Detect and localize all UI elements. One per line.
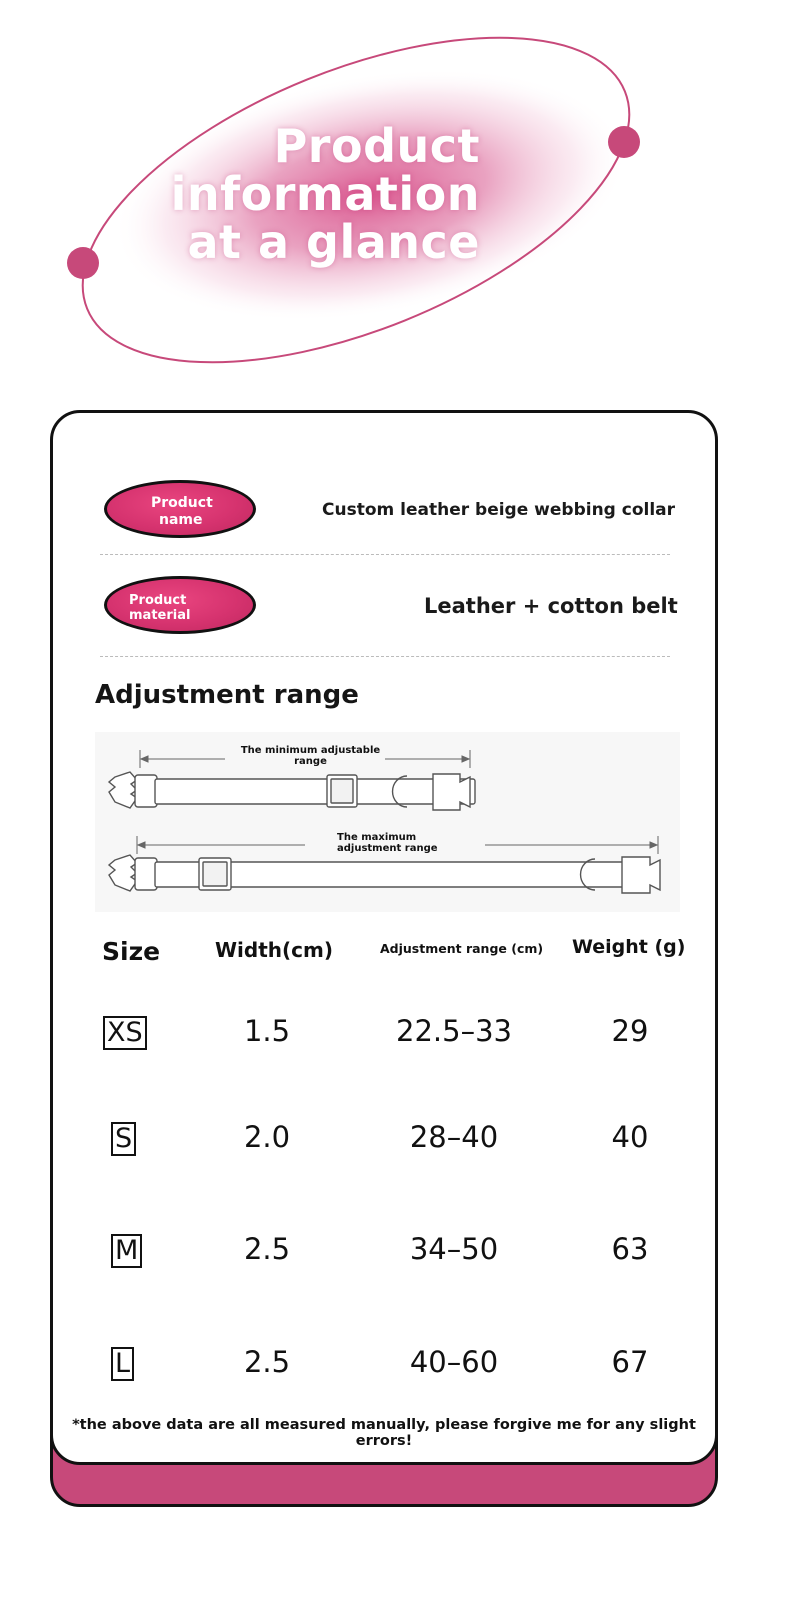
width-cell: 2.5 (243, 1232, 291, 1266)
weight-cell: 29 (611, 1014, 649, 1048)
size-cell: XS (103, 1016, 147, 1050)
product-name-badge: Product name (104, 480, 256, 538)
weight-cell: 67 (611, 1345, 649, 1379)
collar-diagram (95, 732, 680, 912)
header-size: Size (102, 937, 161, 966)
width-cell: 1.5 (243, 1014, 291, 1048)
width-cell: 2.5 (243, 1345, 291, 1379)
header-weight: Weight (g) (572, 936, 686, 958)
header-width: Width(cm) (215, 938, 334, 962)
width-cell: 2.0 (243, 1120, 291, 1154)
page-title: Product information at a glance (170, 119, 480, 269)
size-cell: M (111, 1234, 142, 1268)
max-range-label: The maximum adjustment range (337, 832, 438, 854)
product-material-value: Leather + cotton belt (424, 594, 678, 618)
weight-cell: 63 (611, 1232, 649, 1266)
range-cell: 34–50 (409, 1232, 499, 1266)
hero-banner (0, 0, 790, 390)
adjustment-heading: Adjustment range (95, 680, 359, 710)
size-cell: L (111, 1347, 134, 1381)
product-name-value: Custom leather beige webbing collar (322, 500, 676, 520)
range-cell: 40–60 (409, 1345, 499, 1379)
orbit-dot-right (608, 126, 640, 158)
header-adjustment-range: Adjustment range (cm) (380, 941, 544, 956)
min-range-label: The minimum adjustable range (240, 745, 381, 767)
divider (100, 554, 670, 555)
range-cell: 28–40 (409, 1120, 499, 1154)
range-cell: 22.5–33 (396, 1014, 512, 1048)
product-material-badge: Product material (104, 576, 256, 634)
footnote: *the above data are all measured manually, please forgive me for any slight errors! (72, 1417, 696, 1449)
divider (100, 656, 670, 657)
size-cell: S (111, 1122, 136, 1156)
weight-cell: 40 (611, 1120, 649, 1154)
orbit-dot-left (67, 247, 99, 279)
